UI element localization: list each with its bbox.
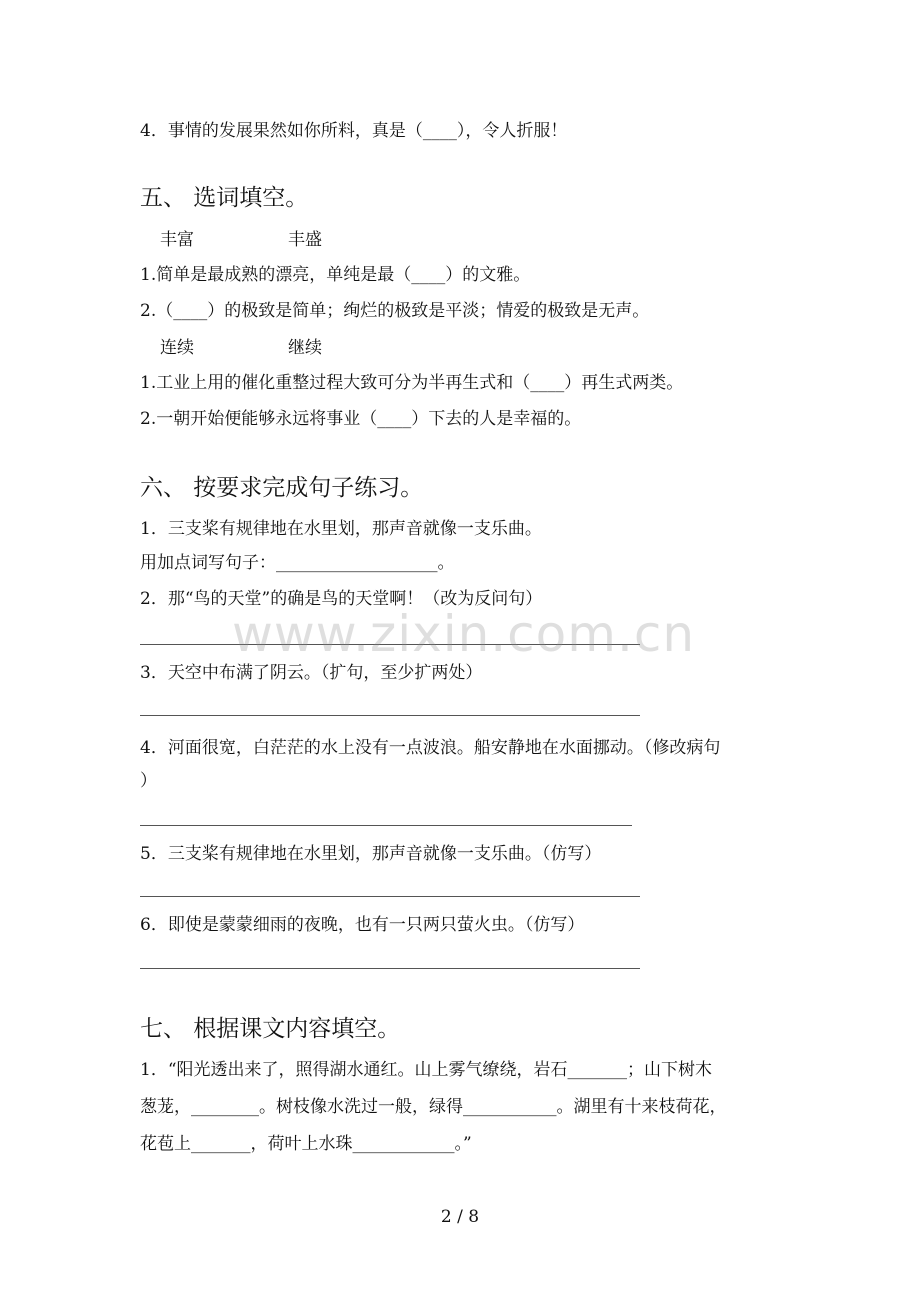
answer-line-q3[interactable] [140, 715, 640, 716]
answer-line-q6[interactable] [140, 968, 640, 969]
section-6-title: 六、 按要求完成句子练习。 [140, 475, 424, 501]
section-7-title: 七、 根据课文内容填空。 [140, 1016, 401, 1042]
sentence-q1-sub: 用加点词写句子：___________________。 [140, 553, 455, 573]
word-choice-1b: 丰盛 [288, 230, 322, 250]
word-choice-2a: 连续 [160, 338, 194, 358]
answer-line-q4[interactable] [140, 825, 632, 826]
question-4-previous: 4．事情的发展果然如你所料，真是（____），令人折服！ [140, 121, 568, 141]
fill-item-2-2: 2.一朝开始便能够永远将事业（____）下去的人是幸福的。 [140, 409, 582, 429]
watermark: www.zixin.com.cn [232, 605, 696, 663]
word-choice-2b: 继续 [288, 338, 322, 358]
word-choice-1a: 丰富 [160, 230, 194, 250]
text-fill-line3: 花苞上_______，荷叶上水珠____________。” [140, 1134, 472, 1154]
sentence-q4-line2: ） [140, 771, 157, 791]
section-5-title: 五、 选词填空。 [140, 185, 309, 211]
page-number: 2 / 8 [440, 1207, 480, 1227]
text-fill-line1: 1．“阳光透出来了，照得湖水通红。山上雾气缭绕，岩石_______；山下树木 [140, 1060, 713, 1080]
fill-item-1-1: 1.简单是最成熟的漂亮，单纯是最（____）的文雅。 [140, 265, 531, 285]
sentence-q3: 3．天空中布满了阴云。（扩句，至少扩两处） [140, 663, 483, 683]
sentence-q5: 5．三支桨有规律地在水里划，那声音就像一支乐曲。（仿写） [140, 844, 602, 864]
answer-line-q5[interactable] [140, 896, 640, 897]
fill-item-2-1: 1.工业上用的催化重整过程大致可分为半再生式和（____）再生式两类。 [140, 373, 684, 393]
sentence-q4-line1: 4．河面很宽，白茫茫的水上没有一点波浪。船安静地在水面挪动。（修改病句 [140, 738, 721, 758]
sentence-q2: 2．那“鸟的天堂”的确是鸟的天堂啊！（改为反问句） [140, 589, 543, 609]
sentence-q6: 6．即使是蒙蒙细雨的夜晚，也有一只两只萤火虫。（仿写） [140, 915, 585, 935]
text-fill-line2: 葱茏，________。树枝像水洗过一般，绿得___________。湖里有十来枝荷花， [140, 1097, 727, 1117]
sentence-q1: 1．三支桨有规律地在水里划，那声音就像一支乐曲。 [140, 519, 542, 539]
fill-item-1-2: 2.（____）的极致是简单；绚烂的极致是平淡；情爱的极致是无声。 [140, 301, 650, 321]
